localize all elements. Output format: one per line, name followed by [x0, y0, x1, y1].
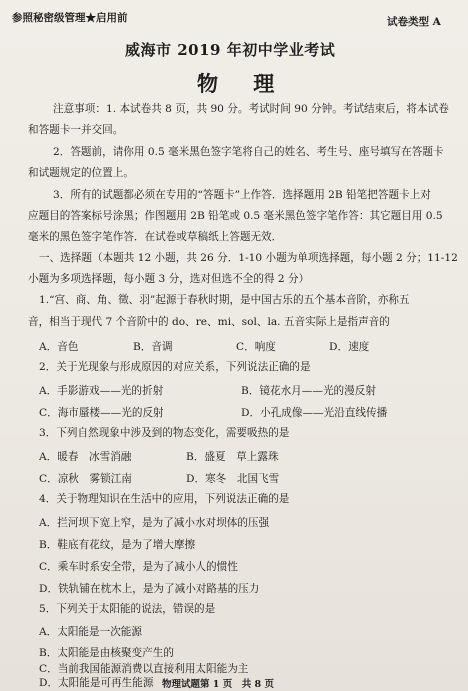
subject-title: 物 理 — [197, 71, 289, 96]
confidentiality-label: 参照秘密级管理★启用前 — [12, 12, 128, 24]
question-4-option-c: C．乘车时系安全带，是为了减小人的惯性 — [39, 561, 238, 573]
question-1-stem-line-2: 音，相当于现代 7 个音阶中的 do、re、mi、sol、la. 五音实际上是指声音的 — [28, 316, 390, 328]
question-1-option-b: B．音调 — [133, 341, 173, 353]
notes-line-6: 应题目的答案标号涂黑；作图题用 2B 铅笔或 0.5 毫米黑色签字笔作答：其它题目用 0.5 — [28, 210, 443, 222]
notes-line-3: 2．答题前，请你用 0.5 毫米黑色签字笔将自己的姓名、考生号、座号填写在答题卡 — [53, 146, 444, 158]
page-footer: 物理试题第 1 页 共 8 页 — [162, 679, 274, 690]
question-5-stem: 5．下列关于太阳能的说法，错误的是 — [39, 603, 216, 615]
question-4-option-b: B．鞋底有花纹，是为了增大摩擦 — [39, 539, 196, 551]
question-5-option-a: A．太阳能是一次能源 — [39, 626, 142, 638]
question-2-option-b: B．镜花水月——光的漫反射 — [241, 385, 376, 397]
paper-type-label: 试卷类型 A — [387, 16, 441, 28]
question-4-stem: 4．关于物理知识在生活中的应用，下列说法正确的是 — [39, 493, 290, 505]
question-1-stem-line-1: 1.“宫、商、角、徵、羽”起源于春秋时期，是中国古乐的五个基本音阶，亦称五 — [39, 294, 410, 306]
question-3-stem: 3．下列自然现象中涉及到的物态变化，需要吸热的是 — [39, 427, 290, 439]
notes-line-7: 毫米的黑色签字笔作答．在试卷或草稿纸上答题无效． — [28, 231, 283, 243]
question-5-option-b: B．太阳能是由核聚变产生的 — [39, 647, 174, 659]
notes-line-4: 和试题规定的位置上。 — [28, 167, 134, 179]
question-5-option-d: D．太阳能是可再生能源 — [39, 677, 154, 689]
question-4-option-a: A．拦河坝下宽上窄，是为了减小水对坝体的压强 — [39, 517, 270, 529]
question-2-option-c: C．海市蜃楼——光的反射 — [39, 407, 164, 419]
question-4-option-d: D．铁轨铺在枕木上，是为了减小对路基的压力 — [39, 583, 260, 595]
question-1-option-c: C．响度 — [236, 341, 276, 353]
question-2-stem: 2．关于光现象与形成原因的对应关系，下列说法正确的是 — [39, 361, 311, 373]
question-1-option-a: A．音色 — [39, 341, 79, 353]
question-5-option-c: C．当前我国能源消费以直接利用太阳能为主 — [39, 663, 249, 675]
notes-line-2: 和答题卡一并交回。 — [28, 124, 124, 136]
notes-line-5: 3．所有的试题都必须在专用的“答题卡”上作答．选择题用 2B 铅笔把答题卡上对 — [53, 189, 431, 201]
question-3-option-d: D．寒冬 北国飞雪 — [186, 473, 280, 485]
question-3-option-a: A．暖春 冰雪消融 — [39, 451, 132, 463]
question-2-option-d: D．小孔成像——光沿直线传播 — [241, 407, 388, 419]
section-heading-line-2: 小题为多项选择题，每小题 3 分，选对但选不全的得 2 分） — [28, 273, 310, 285]
section-heading-line-1: 一、选择题（本题共 12 小题，共 26 分．1-10 小题为单项选择题，每小题 2 分；11-12 — [39, 252, 458, 264]
exam-title: 威海市 2019 年初中学业考试 — [125, 41, 336, 59]
question-1-option-d: D．速度 — [329, 341, 370, 353]
question-2-option-a: A．手影游戏——光的折射 — [39, 385, 164, 397]
question-3-option-c: C．凉秋 雾锁江南 — [39, 473, 132, 485]
notes-line-1: 注意事项：1. 本试卷共 8 页，共 90 分。考试时间 90 分钟。考试结束后，将本试卷 — [53, 103, 449, 115]
question-3-option-b: B．盛夏 草上露珠 — [186, 451, 279, 463]
